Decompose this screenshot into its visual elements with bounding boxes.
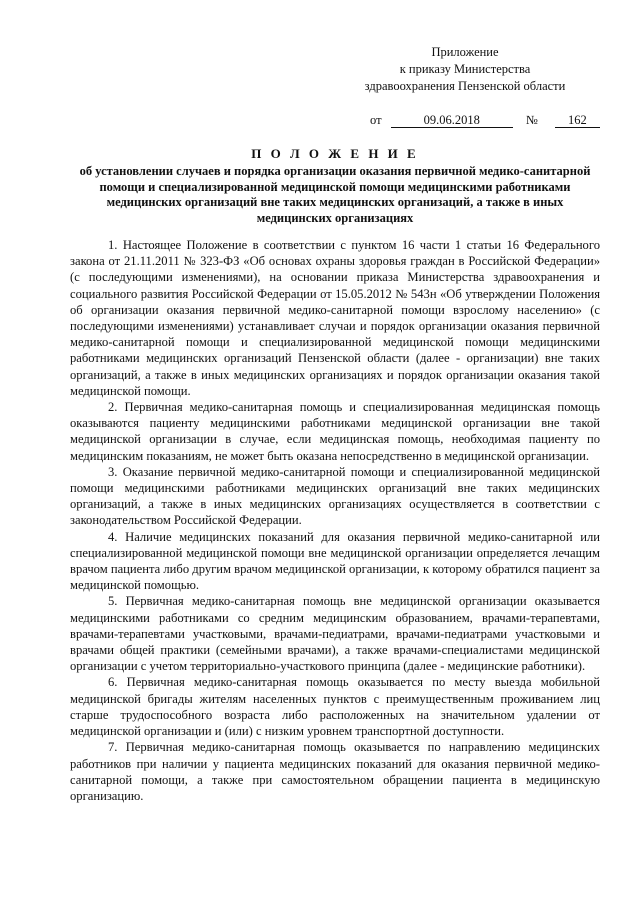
- paragraph-3: 3. Оказание первичной медико-санитарной помощи и специализированной медицинской помощи медицинскими работниками медицинских организаций вне таких медицинских организаций, а также в иных медицинских организациях осуществляется в соответствии с законодательством Российской Федерации.: [70, 464, 600, 528]
- paragraph-4: 4. Наличие медицинских показаний для оказания первичной медико-санитарной или специализированной медицинской помощи вне медицинской организации определяется лечащим врачом пациента либо другим врачом медицинской организации, к которому обратился пациент за медицинской помощью.: [70, 529, 600, 593]
- annex-ministry: здравоохранения Пензенской области: [364, 79, 566, 93]
- document-title-block: [70, 145, 600, 226]
- paragraph-1: 1. Настоящее Положение в соответствии с пунктом 16 части 1 статьи 16 Федерального закона от 21.11.2011 № 323-ФЗ «Об основах охраны здоровья граждан в Российской Федерации» (с последующими изменениями), на основании приказа Министерства здравоохранения и социального развития Российской Федерации от 15.05.2012 № 543н «Об утверждении Положения об организации оказания первичной медико-санитарной помощи взрослому населению» (с последующими изменениями) устанавливает случаи и порядок организации оказания первичной медико-санитарной помощи и специализированной медицинской помощи медицинскими работниками медицинских организаций Пензенской области (далее - организации) вне таких организаций, а также в иных медицинских организациях и порядок организации оказания такой медицинской помощи.: [70, 238, 600, 398]
- paragraph-5: 5. Первичная медико-санитарная помощь вне медицинской организации оказывается медицинскими работниками со средним медицинским образованием, врачами-терапевтами, врачами-терапевтами участковыми, врачами-педиатрами, врачами-педиатрами участковыми и врачами общей практики (семейными врачами), а также врачами-специалистами медицинской организации с учетом территориально-участкового принципа (далее - медицинские работники).: [70, 594, 600, 674]
- document-title: П О Л О Ж Е Н И Е: [251, 146, 419, 161]
- document-body: [70, 237, 600, 804]
- paragraph-2: 2. Первичная медико-санитарная помощь и специализированная медицинская помощь оказываются пациенту медицинскими работниками медицинской организации вне такой медицинской организации в случае, если медицинская помощь, необходимая пациенту по медицинским показаниям, не может быть оказана непосредственно в медицинской организации.: [70, 400, 600, 463]
- annex-header: [330, 44, 600, 95]
- order-date: 09.06.2018: [391, 113, 513, 128]
- order-number: 162: [555, 113, 600, 128]
- order-from-label: от: [370, 113, 382, 127]
- paragraph-6: 6. Первичная медико-санитарная помощь оказывается по месту выезда мобильной медицинской бригады жителям населенных пунктов с преимущественным проживанием лиц старше трудоспособного возраста либо расположенных на значительном удалении от медицинской организации и (или) с низким уровнем транспортной доступности.: [70, 675, 600, 739]
- paragraph-7: 7. Первичная медико-санитарная помощь оказывается по направлению медицинских работников при наличии у пациента медицинских показаний для оказания первичной медико-санитарной помощи, а также при самостоятельном обращении пациента в медицинскую организацию.: [70, 740, 600, 803]
- order-line: [370, 112, 600, 129]
- document-subtitle: об установлении случаев и порядка организации оказания первичной медико-санитарной помощи и специализированной медицинской помощи медицинскими работниками медицинских организаций вне таких медицинских организаций, а также в иных медицинских организациях: [79, 164, 591, 225]
- annex-order-ref: к приказу Министерства: [399, 62, 531, 76]
- annex-title: Приложение: [431, 45, 499, 59]
- order-number-label: №: [525, 113, 538, 127]
